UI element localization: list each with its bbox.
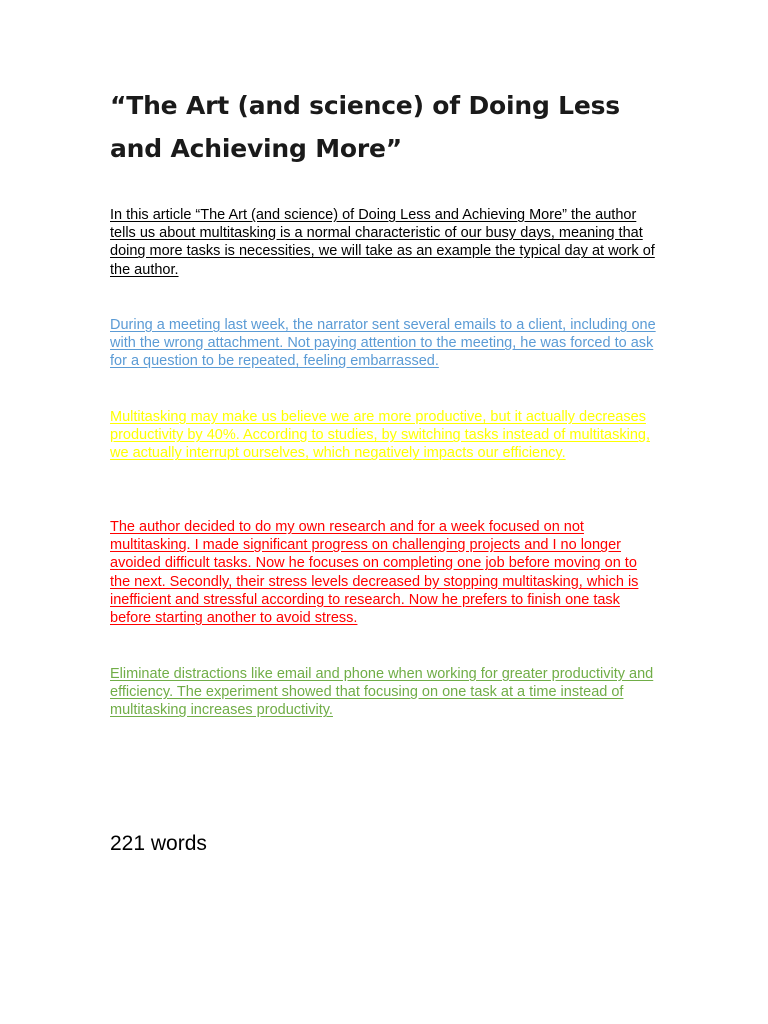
paragraph-introduction: In this article “The Art (and science) of Doing Less and Achieving More” the author tells us about multitasking is a normal characteristic of our busy days, meaning that doing more tasks is necessities, we will take as an example the typical day at work of the author.: [110, 207, 655, 278]
paragraph-meeting-story: During a meeting last week, the narrator sent several emails to a client, including one with the wrong attachment. Not paying attention to the meeting, he was forced to ask for a question to be repeated, feeling embarrassed.: [110, 317, 656, 370]
document-title: “The Art (and science) of Doing Less and Achieving More”: [110, 91, 620, 163]
word-count: 221 words: [110, 832, 207, 855]
paragraph-research: The author decided to do my own research and for a week focused on not multitasking. I made significant progress on challenging projects and I no longer avoided difficult tasks. Now he focuses on completing one job before moving on to the next. Secondly, their stress levels decreased by stopping multitasking, which is inefficient and stressful according to research. Now he prefers to finish one task before starting another to avoid stress.: [110, 519, 639, 627]
paragraph-conclusion: Eliminate distractions like email and phone when working for greater productivity and efficiency. The experiment showed that focusing on one task at a time instead of multitasking increases productivity.: [110, 666, 654, 719]
paragraph-productivity: Multitasking may make us believe we are more productive, but it actually decreases productivity by 40%. According to studies, by switching tasks instead of multitasking, we actually interrupt ourselves, which negatively impacts our efficiency.: [110, 409, 650, 462]
